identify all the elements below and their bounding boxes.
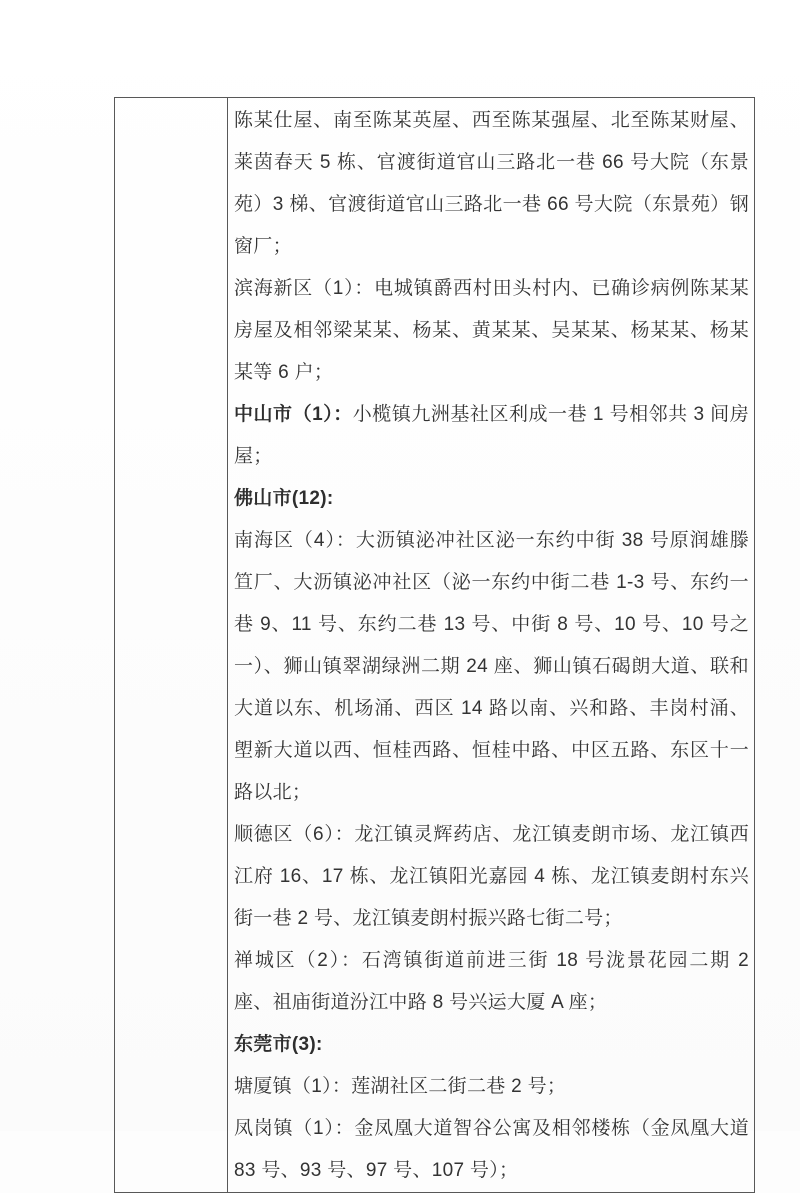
city-header-label: 东莞市(3): [234, 1034, 323, 1055]
city-header-label: 中山市（1）： [234, 404, 353, 425]
table-row [115, 98, 755, 1193]
area-list-text: 陈某仕屋、南至陈某英屋、西至陈某强屋、北至陈某财屋、莱茵春天 5 栋、官渡街道官山三路北一巷 66 号大院（东景苑）3 梯、官渡街道官山三路北一巷 66 号大院（东景苑）钢窗厂； [234, 110, 749, 257]
area-paragraph [234, 1108, 749, 1192]
area-paragraph [234, 478, 749, 520]
area-list-text: 南海区（4）：大沥镇泌冲社区泌一东约中街 38 号原润雄滕笪厂、大沥镇泌冲社区（泌一东约中街二巷 1-3 号、东约一巷 9、11 号、东约二巷 13 号、中街 8 号、10 号、10 号之一）、狮山镇翠湖绿洲二期 24 座、狮山镇石碣朗大道、联和大道以东、机场涌、西区 14 路以南、兴和路、丰岗村涌、塱新大道以西、恒桂西路、恒桂中路、中区五路、东区十一路以北； [234, 530, 749, 803]
area-paragraph [234, 520, 749, 814]
area-paragraph [234, 100, 749, 268]
area-paragraph [234, 1066, 749, 1108]
area-list-text: 滨海新区（1）：电城镇爵西村田头村内、已确诊病例陈某某房屋及相邻梁某某、杨某、黄某某、吴某某、杨某某、杨某某等 6 户； [234, 278, 749, 383]
area-paragraph [234, 940, 749, 1024]
area-paragraph [234, 268, 749, 394]
city-header-label: 佛山市(12): [234, 488, 334, 509]
table-cell-left-empty [115, 98, 228, 1193]
area-list-text: 顺德区（6）：龙江镇灵辉药店、龙江镇麦朗市场、龙江镇西江府 16、17 栋、龙江镇阳光嘉园 4 栋、龙江镇麦朗村东兴街一巷 2 号、龙江镇麦朗村振兴路七街二号； [234, 824, 749, 929]
area-paragraph [234, 394, 749, 478]
table-cell-area-list [228, 98, 755, 1193]
area-list-text: 小榄镇九洲基社区利成一巷 1 号相邻共 3 间房屋； [234, 404, 749, 467]
area-list-text: 塘厦镇（1）：莲湖社区二街二巷 2 号； [234, 1076, 567, 1097]
area-paragraph [234, 1024, 749, 1066]
risk-area-table [114, 97, 755, 1193]
area-paragraph [234, 814, 749, 940]
area-list-text: 凤岗镇（1）：金凤凰大道智谷公寓及相邻楼栋（金凤凰大道 83 号、93 号、97 号、107 号）； [234, 1118, 749, 1181]
area-list-text: 禅城区（2）：石湾镇街道前进三街 18 号泷景花园二期 2 座、祖庙街道汾江中路 8 号兴运大厦 A 座； [234, 950, 749, 1013]
